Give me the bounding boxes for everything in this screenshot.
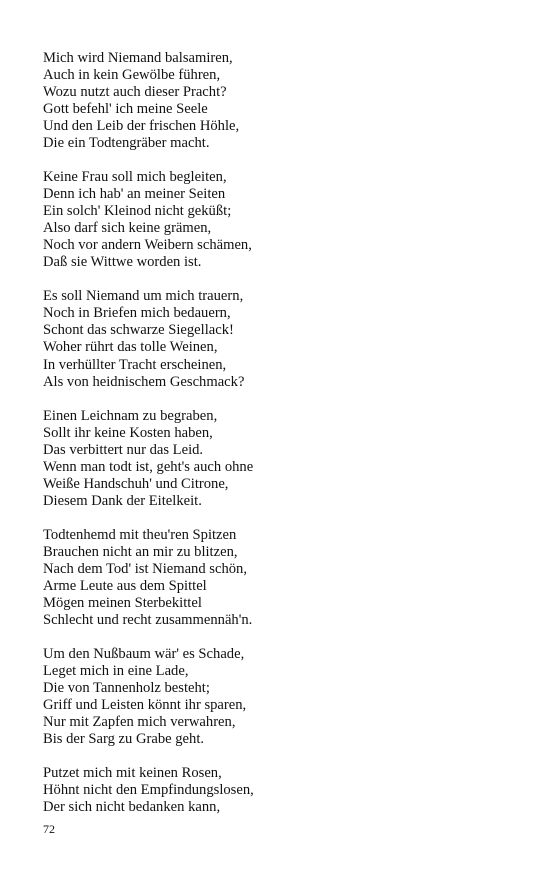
- stanza-2: [43, 169, 523, 271]
- poem-line: Schlecht und recht zusammennäh'n.: [43, 611, 253, 628]
- stanza-4: [43, 408, 523, 510]
- poem-line: Leget mich in eine Lade,: [43, 662, 189, 679]
- poem-text: [43, 50, 523, 833]
- poem-line: Keine Frau soll mich begleiten,: [43, 169, 227, 186]
- poem-line: Mich wird Niemand balsamiren,: [43, 50, 233, 66]
- stanza-5: [43, 527, 523, 629]
- poem-line: Mögen meinen Sterbekittel: [43, 594, 202, 611]
- poem-line: Also darf sich keine grämen,: [43, 220, 212, 237]
- poem-line: Woher rührt das tolle Weinen,: [43, 339, 218, 356]
- poem-line: Wozu nutzt auch dieser Pracht?: [43, 84, 227, 101]
- poem-line: Einen Leichnam zu begraben,: [43, 407, 218, 424]
- poem-line: Und den Leib der frischen Höhle,: [43, 118, 240, 135]
- poem-line: Der sich nicht bedanken kann,: [43, 799, 221, 816]
- poem-line: Die ein Todtengräber macht.: [43, 135, 210, 152]
- poem-line: Bis der Sarg zu Grabe geht.: [43, 731, 205, 748]
- poem-line: Die von Tannenholz besteht;: [43, 679, 210, 696]
- poem-line: Brauchen nicht an mir zu blitzen,: [43, 543, 238, 560]
- poem-line: Nach dem Tod' ist Niemand schön,: [43, 560, 247, 577]
- poem-line: Daß sie Wittwe worden ist.: [43, 254, 202, 271]
- poem-line: Noch in Briefen mich bedauern,: [43, 305, 231, 322]
- poem-line: Um den Nußbaum wär' es Schade,: [43, 645, 245, 662]
- stanza-6: [43, 646, 523, 748]
- poem-line: Nur mit Zapfen mich verwahren,: [43, 714, 236, 731]
- stanza-3: [43, 288, 523, 390]
- poem-line: Todtenhemd mit theu'ren Spitzen: [43, 526, 237, 543]
- poem-line: Es soll Niemand um mich trauern,: [43, 288, 244, 305]
- poem-line: In verhüllter Tracht erscheinen,: [43, 356, 227, 373]
- poem-line: Arme Leute aus dem Spittel: [43, 577, 207, 594]
- poem-line: Griff und Leisten könnt ihr sparen,: [43, 697, 247, 713]
- poem-line: Noch vor andern Weibern schämen,: [43, 237, 252, 254]
- poem-line: Diesem Dank der Eitelkeit.: [43, 492, 202, 509]
- poem-line: Höhnt nicht den Empfindungslosen,: [43, 782, 254, 799]
- poem-line: Ein solch' Kleinod nicht geküßt;: [43, 203, 232, 220]
- poem-line: Sollt ihr keine Kosten haben,: [43, 424, 213, 441]
- poem-line: Schont das schwarze Siegellack!: [43, 322, 234, 339]
- poem-line: Denn ich hab' an meiner Seiten: [43, 186, 226, 203]
- poem-line: Putzet mich mit keinen Rosen,: [43, 765, 222, 782]
- stanza-7: [43, 765, 523, 816]
- page-number: 72: [43, 822, 55, 836]
- poem-line: Das verbittert nur das Leid.: [43, 441, 204, 458]
- poem-line: Weiße Handschuh' und Citrone,: [43, 475, 229, 492]
- stanza-1: [43, 50, 523, 152]
- poem-line: Auch in kein Gewölbe führen,: [43, 67, 221, 84]
- poem-line: Als von heidnischem Geschmack?: [43, 373, 245, 390]
- poem-line: Gott befehl' ich meine Seele: [43, 101, 208, 118]
- poem-line: Wenn man todt ist, geht's auch ohne: [43, 458, 254, 475]
